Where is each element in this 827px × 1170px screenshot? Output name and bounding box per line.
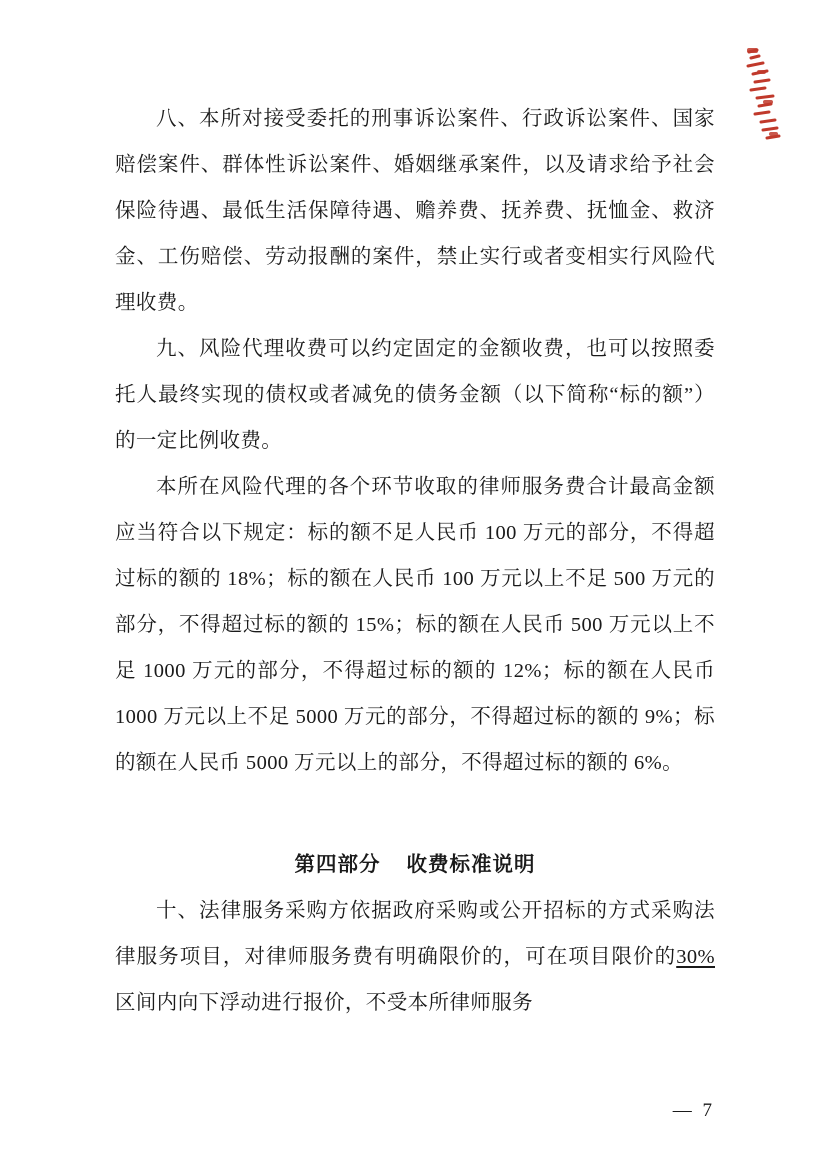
section-name-label: 收费标准说明 — [406, 853, 536, 876]
paragraph-8: 八、本所对接受委托的刑事诉讼案件、行政诉讼案件、国家赔偿案件、群体性诉讼案件、婚姻继承案件，以及请求给予社会保险待遇、最低生活保障待遇、赡养费、抚养费、抚恤金、救济金、工伤赔偿、劳动报酬的案件，禁止实行或者变相实行风险代理收费。 — [115, 108, 715, 314]
page-number: — 7 — [672, 1100, 715, 1121]
paragraph-10-pre: 十、法律服务采购方依据政府采购或公开招标的方式采购法律服务项目，对律师服务费有明确限价的，可在项目限价的 — [115, 900, 715, 968]
paragraph-9: 九、风险代理收费可以约定固定的金额收费，也可以按照委托人最终实现的债权或者减免的债务金额（以下简称“标的额”）的一定比例收费。 — [115, 338, 715, 452]
document-body — [115, 96, 715, 1026]
section-heading — [115, 842, 715, 888]
paragraph-fee-caps: 本所在风险代理的各个环节收取的律师服务费合计最高金额应当符合以下规定：标的额不足人民币 100 万元的部分，不得超过标的额的 18%；标的额在人民币 100 万元以上不足 500 万元的部分，不得超过标的额的 15%；标的额在人民币 500 万元以上不足 1000 万元的部分，不得超过标的额的 12%；标的额在人民币 1000 万元以上不足 5000 万元的部分，不得超过标的额的 9%；标的额在人民币 5000 万元以上的部分，不得超过标的额的 6%。 — [115, 476, 715, 774]
red-seal-stamp — [743, 44, 789, 154]
section-part-label: 第四部分 — [294, 853, 381, 876]
paragraph-10-post: 区间内向下浮动进行报价，不受本所律师服务 — [115, 992, 533, 1014]
paragraph-10 — [115, 888, 715, 1026]
paragraph-10-percent: 30% — [676, 946, 715, 968]
